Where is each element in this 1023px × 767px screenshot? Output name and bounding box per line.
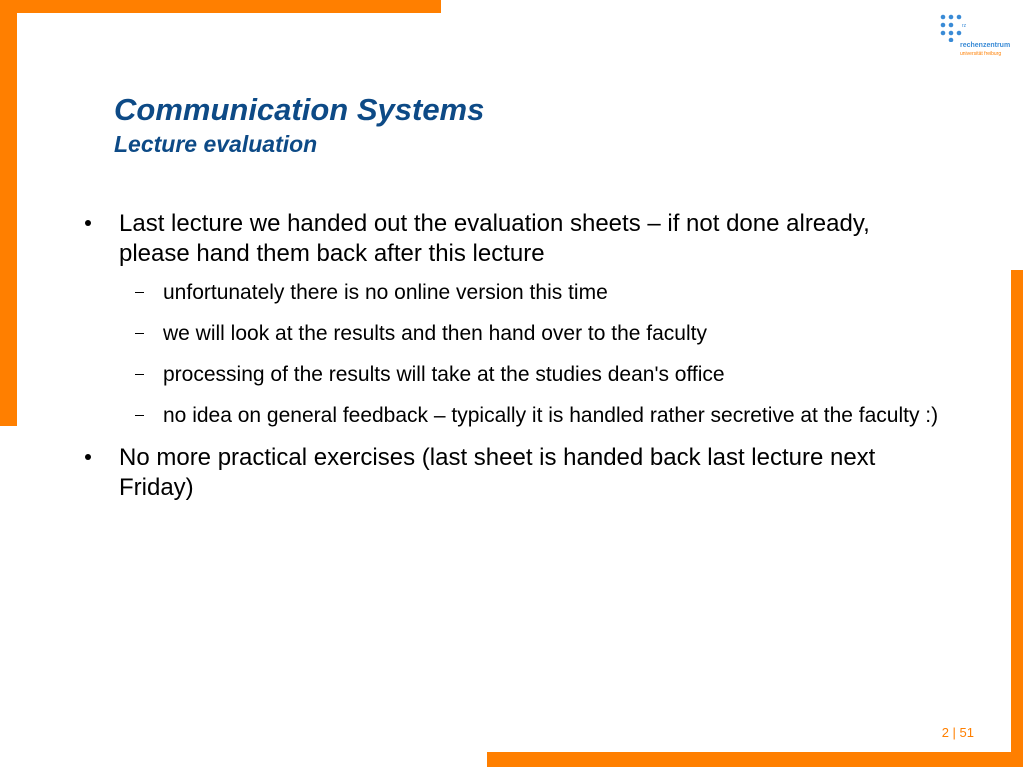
sub-bullet-text: unfortunately there is no online version this time [163,281,608,304]
dash-icon [135,333,144,334]
bullet-item [84,209,944,269]
top-accent-bar [0,0,441,13]
left-accent-bar [0,0,17,426]
slide-subtitle: Lecture evaluation [114,131,318,157]
page-number: 2 | 51 [941,725,974,740]
sub-bullet-text: processing of the results will take at the studies dean's office [163,363,725,386]
sub-bullet-item [84,402,944,429]
sub-bullet-item [84,361,944,388]
logo-subtitle: universität freiburg [960,51,1002,57]
logo-name: rechenzentrum [960,42,1011,49]
dash-icon [135,374,144,375]
dash-icon [135,292,144,293]
sub-bullet-list [84,279,944,429]
bullet-icon [85,220,91,226]
sub-bullet-text: we will look at the results and then hand over to the faculty [163,322,707,345]
right-accent-bar [1011,270,1023,767]
slide-title: Communication Systems [114,92,485,127]
bullet-item [84,443,944,503]
bullet-icon [85,454,91,460]
slide-content [84,209,944,503]
sub-bullet-item [84,279,944,306]
bottom-accent-bar [487,752,1023,767]
rechenzentrum-logo [938,14,1018,60]
dash-icon [135,415,144,416]
sub-bullet-item [84,320,944,347]
bullet-text: No more practical exercises (last sheet is handed back last lecture next Friday) [119,444,876,501]
logo-abbreviation: rz [962,23,967,29]
bullet-text: Last lecture we handed out the evaluation sheets – if not done already, please hand them back after this lecture [119,210,870,267]
sub-bullet-text: no idea on general feedback – typically it is handled rather secretive at the faculty :) [163,404,939,427]
